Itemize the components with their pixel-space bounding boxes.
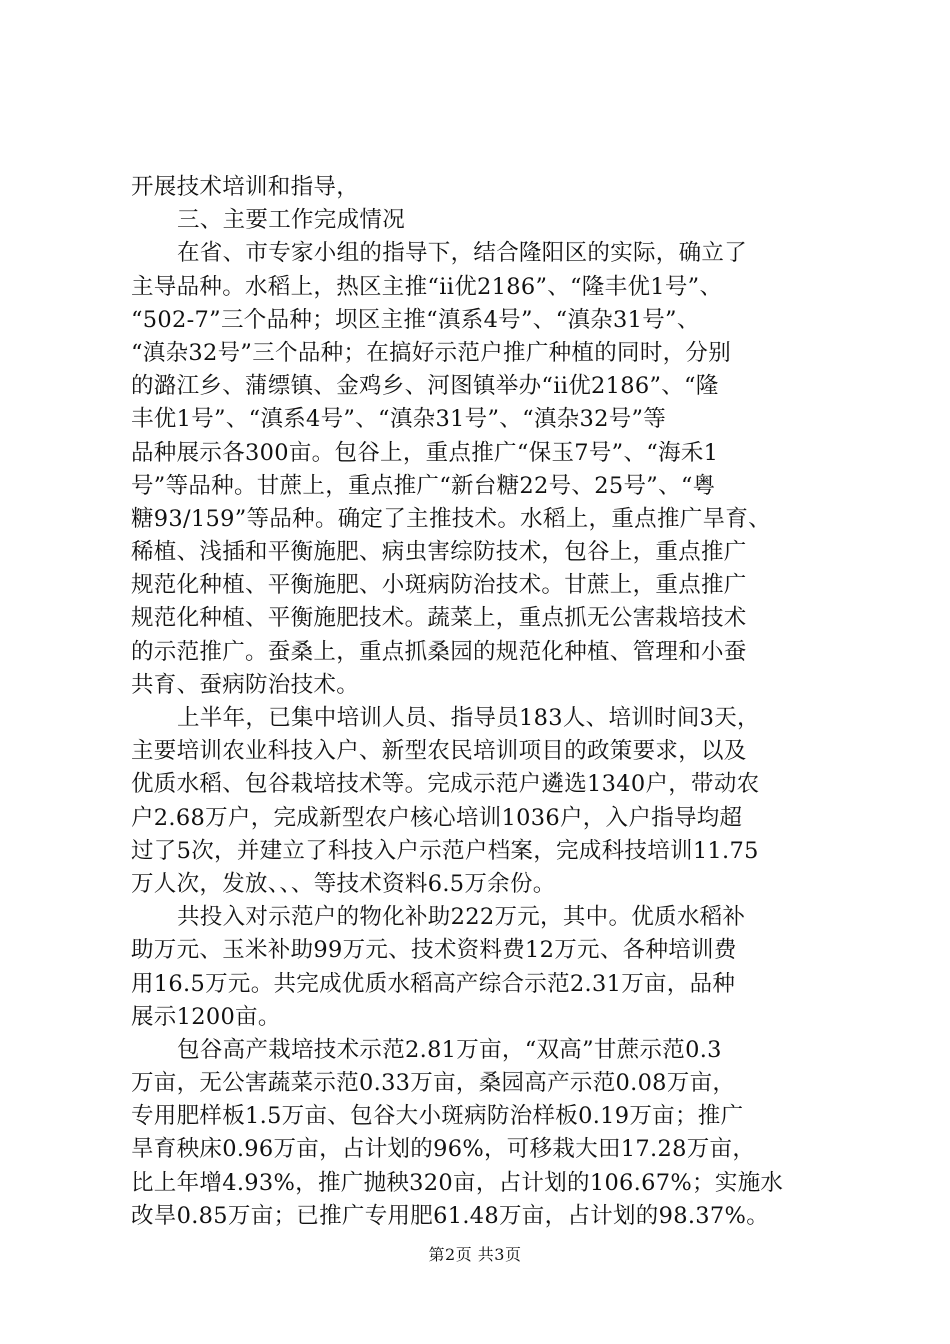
- text-line: 的潞江乡、蒲缥镇、金鸡乡、河图镇举办“ii优2186”、“隆: [131, 373, 719, 400]
- text-line: 共投入对示范户的物化补助222万元，其中。优质水稻补: [177, 904, 746, 931]
- text-line: 用16.5万元。共完成优质水稻高产综合示范2.31万亩，品种: [131, 970, 736, 997]
- text-line: “502-7”三个品种；坝区主推“滇系4号”、“滇杂31号”、: [131, 306, 700, 333]
- page-number-footer: 第2页 共3页: [428, 1245, 522, 1264]
- text-line: 过了5次，并建立了科技入户示范户档案，完成科技培训11.75: [131, 837, 759, 864]
- text-line: 优质水稻、包谷栽培技术等。完成示范户遴选1340户，带动农: [131, 771, 760, 798]
- text-line: 规范化种植、平衡施肥技术。蔬菜上，重点抓无公害栽培技术: [131, 605, 747, 632]
- text-line: 品种展示各300亩。包谷上，重点推广“保玉7号”、“海禾1: [131, 439, 719, 466]
- text-line: 的示范推广。蚕桑上，重点抓桑园的规范化种植、管理和小蚕: [131, 638, 747, 665]
- text-line: 号”等品种。甘蔗上，重点推广“新台糖22号、25号”、“粤: [131, 472, 716, 499]
- text-line: 旱育秧床0.96万亩，占计划的96%，可移栽大田17.28万亩，: [131, 1136, 756, 1163]
- text-line: 丰优1号”、“滇系4号”、“滇杂31号”、“滇杂32号”等: [131, 406, 667, 433]
- text-line: 万亩，无公害蔬菜示范0.33万亩，桑园高产示范0.08万亩，: [131, 1070, 736, 1097]
- text-line: 主要培训农业科技入户、新型农民培训项目的政策要求，以及: [131, 738, 747, 765]
- text-line: 规范化种植、平衡施肥、小斑病防治技术。甘蔗上，重点推广: [131, 572, 747, 599]
- text-line: “滇杂32号”三个品种；在搞好示范户推广种植的同时，分别: [131, 339, 732, 366]
- text-line: 展示1200亩。: [131, 1003, 281, 1030]
- text-line: 共育、蚕病防治技术。: [131, 671, 360, 698]
- section-heading: 三、主要工作完成情况: [177, 207, 406, 234]
- text-line: 稀植、浅插和平衡施肥、病虫害综防技术，包谷上，重点推广: [131, 539, 747, 566]
- text-line: 在省、市专家小组的指导下，结合隆阳区的实际，确立了: [177, 240, 748, 267]
- text-line: 比上年增4.93%，推广抛秧320亩，占计划的106.67%；实施水: [131, 1169, 784, 1196]
- document-body: [131, 171, 831, 1233]
- text-line: 包谷高产栽培技术示范2.81万亩，“双高”甘蔗示范0.3: [177, 1036, 722, 1063]
- text-line: 主导品种。水稻上，热区主推“ii优2186”、“隆丰优1号”、: [131, 273, 723, 300]
- text-line: 助万元、玉米补助99万元、技术资料费12万元、各种培训费: [131, 937, 737, 964]
- text-line: 改旱0.85万亩；已推广专用肥61.48万亩，占计划的98.37%。: [131, 1202, 770, 1229]
- text-line: 户2.68万户，完成新型农户核心培训1036户，入户指导均超: [131, 804, 743, 831]
- text-line: 万人次，发放、、、等技术资料6.5万余份。: [131, 870, 556, 897]
- text-line: 上半年，已集中培训人员、指导员183人、培训时间3天，: [177, 705, 760, 731]
- text-line: 专用肥样板1.5万亩、包谷大小斑病防治样板0.19万亩；推广: [131, 1103, 744, 1130]
- text-line: 开展技术培训和指导，: [131, 174, 360, 200]
- text-line: 糖93/159”等品种。确定了主推技术。水稻上，重点推广旱育、: [131, 505, 771, 532]
